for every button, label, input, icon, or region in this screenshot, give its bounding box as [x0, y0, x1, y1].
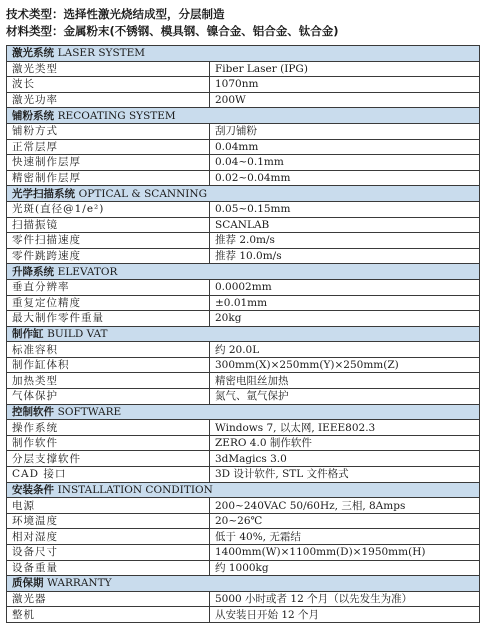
- section-title: [7, 264, 480, 280]
- spec-label: 扫描振镜: [7, 217, 210, 233]
- spec-row: [7, 435, 480, 451]
- spec-label: 气体保护: [7, 389, 210, 405]
- spec-label: 激光功率: [7, 92, 210, 108]
- spec-label: 电源: [7, 498, 210, 514]
- spec-label: 激光器: [7, 591, 210, 607]
- spec-row: [7, 248, 480, 264]
- section-title-en: INSTALLATION CONDITION: [57, 483, 213, 496]
- spec-label: CAD 接口: [7, 467, 210, 483]
- spec-row: [7, 467, 480, 483]
- spec-row: [7, 295, 480, 311]
- spec-value: 300mm(X)×250mm(Y)×250mm(Z): [210, 357, 480, 373]
- material-type-line: 材料类型：金属粉末(不锈钢、模具钢、镍合金、铝合金、钛合金): [6, 24, 339, 38]
- section-title-cn: 激光系统: [12, 47, 54, 60]
- section-title: [7, 576, 480, 592]
- section-header-row: [7, 326, 480, 342]
- technology-type-line: 技术类型：选择性激光烧结成型，分层制造: [6, 7, 225, 21]
- spec-value: Windows 7, 以太网, IEEE802.3: [210, 420, 480, 436]
- section-title-cn: 制作缸: [12, 327, 44, 340]
- spec-row: [7, 451, 480, 467]
- section-title-en: SOFTWARE: [57, 405, 122, 418]
- spec-label: 分层支撑软件: [7, 451, 210, 467]
- section-title-en: LASER SYSTEM: [57, 47, 146, 60]
- spec-label: 铺粉方式: [7, 123, 210, 139]
- spec-value: 1400mm(W)×1100mm(D)×1950mm(H): [210, 545, 480, 561]
- spec-label: 标准容积: [7, 342, 210, 358]
- spec-label: 设备尺寸: [7, 545, 210, 561]
- spec-value: 0.04~0.1mm: [210, 155, 480, 171]
- spec-label: 快速制作层厚: [7, 155, 210, 171]
- spec-row: [7, 139, 480, 155]
- spec-label: 零件跳跨速度: [7, 248, 210, 264]
- spec-value: 200W: [210, 92, 480, 108]
- section-title-en: RECOATING SYSTEM: [57, 109, 176, 122]
- spec-label: 零件扫描速度: [7, 233, 210, 249]
- section-header-row: [7, 264, 480, 280]
- spec-label: 正常层厚: [7, 139, 210, 155]
- section-header-row: [7, 482, 480, 498]
- spec-value: 推荐 2.0m/s: [210, 233, 480, 249]
- spec-value: ±0.01mm: [210, 295, 480, 311]
- spec-row: [7, 155, 480, 171]
- spec-label: 制作软件: [7, 435, 210, 451]
- spec-row: [7, 607, 480, 623]
- spec-value: 200~240VAC 50/60Hz, 三相, 8Amps: [210, 498, 480, 514]
- spec-value: ZERO 4.0 制作软件: [210, 435, 480, 451]
- spec-value: 20kg: [210, 311, 480, 327]
- spec-label: 相对湿度: [7, 529, 210, 545]
- spec-row: [7, 560, 480, 576]
- section-title: [7, 46, 480, 62]
- spec-label: 制作缸体积: [7, 357, 210, 373]
- section-header-row: [7, 576, 480, 592]
- spec-label: 激光类型: [7, 61, 210, 77]
- spec-row: [7, 545, 480, 561]
- spec-value: 1070nm: [210, 77, 480, 93]
- spec-label: 重复定位精度: [7, 295, 210, 311]
- section-title-cn: 光学扫描系统: [12, 187, 75, 200]
- spec-label: 设备重量: [7, 560, 210, 576]
- spec-row: [7, 201, 480, 217]
- section-title-en: OPTICAL & SCANNING: [78, 187, 207, 200]
- section-header-row: [7, 404, 480, 420]
- section-title: [7, 108, 480, 124]
- spec-label: 环境温度: [7, 513, 210, 529]
- spec-value: 精密电阻丝加热: [210, 373, 480, 389]
- spec-row: [7, 279, 480, 295]
- spec-row: [7, 529, 480, 545]
- section-title: [7, 482, 480, 498]
- spec-row: [7, 373, 480, 389]
- spec-row: [7, 498, 480, 514]
- section-title-en: ELEVATOR: [57, 265, 118, 278]
- spec-value: 0.05~0.15mm: [210, 201, 480, 217]
- section-title-cn: 控制软件: [12, 405, 54, 418]
- spec-row: [7, 591, 480, 607]
- spec-label: 加热类型: [7, 373, 210, 389]
- section-title-en: WARRANTY: [47, 577, 112, 590]
- spec-value: 5000 小时或者 12 个月（以先发生为准）: [210, 591, 480, 607]
- spec-label: 精密制作层厚: [7, 170, 210, 186]
- spec-row: [7, 513, 480, 529]
- spec-row: [7, 233, 480, 249]
- spec-value: 3D 设计软件, STL 文件格式: [210, 467, 480, 483]
- spec-row: [7, 92, 480, 108]
- section-title: [7, 404, 480, 420]
- spec-row: [7, 61, 480, 77]
- spec-value: 20~26℃: [210, 513, 480, 529]
- section-title: [7, 186, 480, 202]
- spec-value: SCANLAB: [210, 217, 480, 233]
- spec-row: [7, 123, 480, 139]
- section-title-cn: 安装条件: [12, 483, 54, 496]
- spec-value: 刮刀铺粉: [210, 123, 480, 139]
- spec-label: 光斑(直径@1/e²): [7, 201, 210, 217]
- spec-row: [7, 77, 480, 93]
- spec-row: [7, 357, 480, 373]
- section-title-en: BUILD VAT: [47, 327, 108, 340]
- section-title-cn: 升降系统: [12, 265, 54, 278]
- spec-row: [7, 342, 480, 358]
- spec-label: 最大制作零件重量: [7, 311, 210, 327]
- section-header-row: [7, 108, 480, 124]
- spec-value: 0.02~0.04mm: [210, 170, 480, 186]
- section-title: [7, 326, 480, 342]
- section-header-row: [7, 46, 480, 62]
- spec-header: [6, 6, 481, 40]
- section-title-cn: 铺粉系统: [12, 109, 54, 122]
- spec-table: [6, 45, 480, 623]
- spec-row: [7, 217, 480, 233]
- spec-row: [7, 389, 480, 405]
- section-title-cn: 质保期: [12, 577, 44, 590]
- spec-value: Fiber Laser (IPG): [210, 61, 480, 77]
- spec-label: 操作系统: [7, 420, 210, 436]
- spec-label: 整机: [7, 607, 210, 623]
- spec-value: 0.04mm: [210, 139, 480, 155]
- spec-row: [7, 420, 480, 436]
- spec-row: [7, 311, 480, 327]
- spec-value: 低于 40%, 无霜结: [210, 529, 480, 545]
- spec-label: 垂直分辨率: [7, 279, 210, 295]
- spec-value: 氮气、氩气保护: [210, 389, 480, 405]
- spec-value: 0.0002mm: [210, 279, 480, 295]
- spec-row: [7, 170, 480, 186]
- spec-value: 约 20.0L: [210, 342, 480, 358]
- section-header-row: [7, 186, 480, 202]
- spec-value: 3dMagics 3.0: [210, 451, 480, 467]
- spec-table-body: [7, 46, 480, 623]
- spec-label: 波长: [7, 77, 210, 93]
- spec-value: 约 1000kg: [210, 560, 480, 576]
- spec-value: 从安装日开始 12 个月: [210, 607, 480, 623]
- spec-value: 推荐 10.0m/s: [210, 248, 480, 264]
